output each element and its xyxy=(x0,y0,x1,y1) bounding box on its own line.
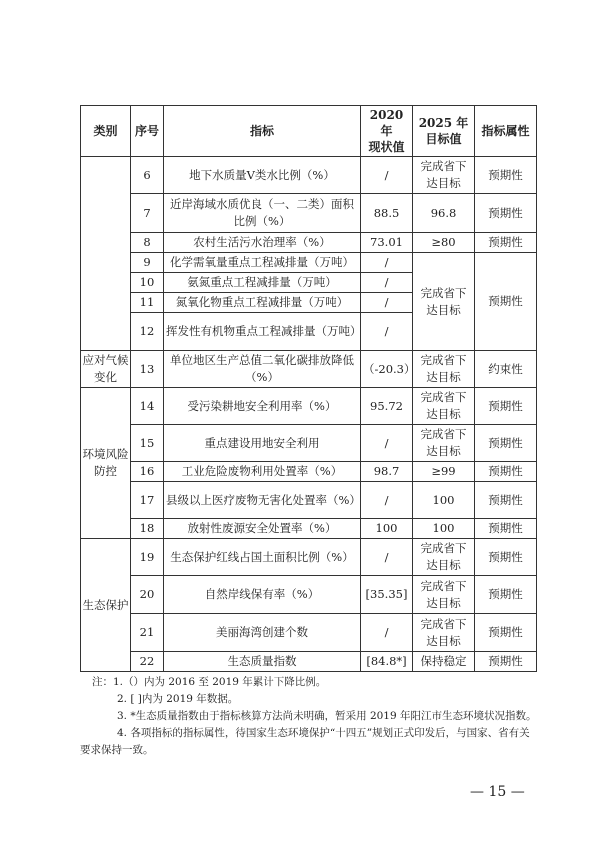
header-2020: 2020 年 现状值 xyxy=(361,106,413,157)
indicator-name: 县级以上医疗废物无害化处置率（%） xyxy=(164,482,361,519)
table-row xyxy=(81,462,537,482)
value-2020: 100 xyxy=(361,519,413,539)
indicator-name: 农村生活污水治理率（%） xyxy=(164,233,361,253)
table-row xyxy=(81,539,537,576)
indicator-name: 近岸海域水质优良（一、二类）面积比例（%） xyxy=(164,194,361,233)
note-2: 2. [ ]内为 2019 年数据。 xyxy=(117,693,239,705)
indicator-attribute: 预期性 xyxy=(475,233,537,253)
target-2025: 96.8 xyxy=(413,194,475,233)
value-2020: [84.8*] xyxy=(361,652,413,672)
indicator-attribute: 预期性 xyxy=(475,253,537,351)
indicator-name: 受污染耕地安全利用率（%） xyxy=(164,388,361,425)
category-cell: 环境风险防控 xyxy=(81,388,131,539)
indicator-name: 工业危险废物利用处置率（%） xyxy=(164,462,361,482)
target-2025: 完成省下达目标 xyxy=(413,539,475,576)
table-row xyxy=(81,425,537,462)
indicator-name: 生态质量指数 xyxy=(164,652,361,672)
row-number: 18 xyxy=(131,519,164,539)
table-row xyxy=(81,482,537,519)
value-2020: / xyxy=(361,313,413,351)
table-row xyxy=(81,576,537,614)
target-2025: 完成省下达目标 xyxy=(413,351,475,388)
row-number: 10 xyxy=(131,273,164,293)
category-cell: 生态保护 xyxy=(81,539,131,672)
indicator-name: 氨氮重点工程减排量（万吨） xyxy=(164,273,361,293)
row-number: 14 xyxy=(131,388,164,425)
value-2020: [35.35] xyxy=(361,576,413,614)
value-2020: / xyxy=(361,482,413,519)
indicator-attribute: 预期性 xyxy=(475,462,537,482)
value-2020: / xyxy=(361,293,413,313)
indicator-attribute: 预期性 xyxy=(475,614,537,652)
value-2020: 73.01 xyxy=(361,233,413,253)
table-row xyxy=(81,614,537,652)
header-2025: 2025 年 目标值 xyxy=(413,106,475,157)
value-2020: 98.7 xyxy=(361,462,413,482)
category-cell xyxy=(81,157,131,351)
indicator-attribute: 预期性 xyxy=(475,652,537,672)
table-row xyxy=(81,652,537,672)
page-number: — 15 — xyxy=(470,784,525,800)
indicator-attribute: 约束性 xyxy=(475,351,537,388)
row-number: 21 xyxy=(131,614,164,652)
indicator-name: 单位地区生产总值二氧化碳排放降低（%） xyxy=(164,351,361,388)
indicator-name: 挥发性有机物重点工程减排量（万吨） xyxy=(164,313,361,351)
target-2025: ≥99 xyxy=(413,462,475,482)
target-2025: 保持稳定 xyxy=(413,652,475,672)
indicator-name: 生态保护红线占国土面积比例（%） xyxy=(164,539,361,576)
table-row xyxy=(81,233,537,253)
value-2020: / xyxy=(361,425,413,462)
indicator-name: 放射性废源安全处置率（%） xyxy=(164,519,361,539)
indicator-name: 美丽海湾创建个数 xyxy=(164,614,361,652)
value-2020: / xyxy=(361,157,413,194)
header-attribute: 指标属性 xyxy=(475,106,537,157)
category-cell: 应对气候变化 xyxy=(81,351,131,388)
table-row xyxy=(81,519,537,539)
indicator-name: 重点建设用地安全利用 xyxy=(164,425,361,462)
note-4: 4. 各项指标的指标属性，待国家生态环境保护“十四五”规划正式印发后，与国家、省有关要求保持一致。 xyxy=(80,727,530,756)
target-2025: 完成省下达目标 xyxy=(413,157,475,194)
row-number: 22 xyxy=(131,652,164,672)
table-row xyxy=(81,157,537,194)
indicator-attribute: 预期性 xyxy=(475,576,537,614)
table-row xyxy=(81,253,537,273)
target-2025: 100 xyxy=(413,519,475,539)
row-number: 13 xyxy=(131,351,164,388)
target-2025: 完成省下达目标 xyxy=(413,253,475,351)
target-2025: 完成省下达目标 xyxy=(413,576,475,614)
value-2020: / xyxy=(361,539,413,576)
row-number: 19 xyxy=(131,539,164,576)
indicator-name: 自然岸线保有率（%） xyxy=(164,576,361,614)
table-row xyxy=(81,388,537,425)
indicator-attribute: 预期性 xyxy=(475,157,537,194)
row-number: 8 xyxy=(131,233,164,253)
target-2025: 完成省下达目标 xyxy=(413,614,475,652)
row-number: 15 xyxy=(131,425,164,462)
indicator-name: 地下水质量Ⅴ类水比例（%） xyxy=(164,157,361,194)
row-number: 9 xyxy=(131,253,164,273)
target-2025: 完成省下达目标 xyxy=(413,425,475,462)
value-2020: （-20.3） xyxy=(361,351,413,388)
value-2020: 88.5 xyxy=(361,194,413,233)
row-number: 12 xyxy=(131,313,164,351)
indicator-table xyxy=(80,105,537,672)
indicator-attribute: 预期性 xyxy=(475,519,537,539)
table-notes xyxy=(80,674,540,759)
table-row xyxy=(81,194,537,233)
row-number: 7 xyxy=(131,194,164,233)
value-2020: 95.72 xyxy=(361,388,413,425)
indicator-name: 氮氧化物重点工程减排量（万吨） xyxy=(164,293,361,313)
row-number: 16 xyxy=(131,462,164,482)
target-2025: ≥80 xyxy=(413,233,475,253)
target-2025: 完成省下达目标 xyxy=(413,388,475,425)
note-3: 3. *生态质量指数由于指标核算方法尚未明确，暂采用 2019 年阳江市生态环境状况指数。 xyxy=(117,710,537,722)
indicator-attribute: 预期性 xyxy=(475,194,537,233)
row-number: 11 xyxy=(131,293,164,313)
note-1: 注：1.（）内为 2016 至 2019 年累计下降比例。 xyxy=(92,676,327,688)
value-2020: / xyxy=(361,253,413,273)
header-indicator: 指标 xyxy=(164,106,361,157)
value-2020: / xyxy=(361,273,413,293)
header-no: 序号 xyxy=(131,106,164,157)
indicator-attribute: 预期性 xyxy=(475,539,537,576)
table-row xyxy=(81,351,537,388)
header-category: 类别 xyxy=(81,106,131,157)
target-2025: 100 xyxy=(413,482,475,519)
indicator-attribute: 预期性 xyxy=(475,425,537,462)
indicator-name: 化学需氧量重点工程减排量（万吨） xyxy=(164,253,361,273)
value-2020: / xyxy=(361,614,413,652)
row-number: 17 xyxy=(131,482,164,519)
row-number: 6 xyxy=(131,157,164,194)
indicator-attribute: 预期性 xyxy=(475,388,537,425)
row-number: 20 xyxy=(131,576,164,614)
indicator-attribute: 预期性 xyxy=(475,482,537,519)
